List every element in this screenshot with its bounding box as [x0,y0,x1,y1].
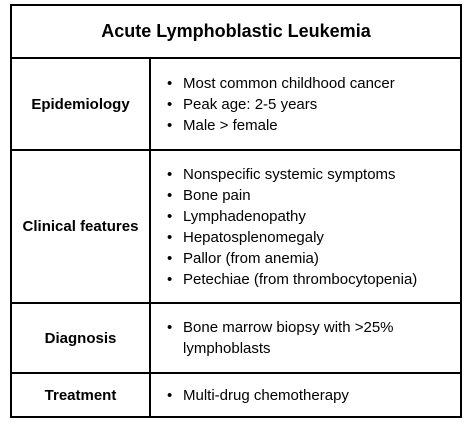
list-item: • Multi-drug chemotherapy [167,386,349,404]
bullet-icon: • [167,74,173,92]
bullet-icon: • [167,386,173,404]
list-item: • Pallor (from anemia) [167,249,319,267]
list-item: • Bone marrow biopsy with >25% lymphoblasts [167,319,394,357]
bullet-icon: • [167,165,173,183]
list-item: • Hepatosplenomegaly [167,228,324,246]
row-content-diagnosis [151,304,460,372]
table-row-clinical-features [12,151,460,304]
bullet-icon: • [167,249,173,267]
bullet-icon: • [167,270,173,288]
list-item: • Most common childhood cancer [167,74,395,92]
row-label-diagnosis: Diagnosis [12,304,151,372]
bullet-icon: • [167,228,173,246]
table-title: Acute Lymphoblastic Leukemia [12,6,460,59]
list-item: • Peak age: 2-5 years [167,95,318,113]
row-label-epidemiology: Epidemiology [12,59,151,149]
bullet-icon: • [167,186,173,204]
table-row-diagnosis [12,304,460,374]
bullet-icon: • [167,319,173,336]
bullet-icon: • [167,207,173,225]
row-label-clinical-features: Clinical features [12,151,151,302]
list-item: • Male > female [167,116,278,134]
summary-table [10,4,462,418]
bullet-list [165,317,453,359]
row-content-epidemiology [151,59,460,149]
bullet-list [165,73,395,136]
list-item: • Lymphadenopathy [167,207,306,225]
row-content-clinical-features [151,151,460,302]
bullet-icon: • [167,95,173,113]
table-row-treatment [12,374,460,416]
list-item: • Nonspecific systemic symptoms [167,165,396,183]
bullet-list [165,164,417,290]
row-label-treatment: Treatment [12,374,151,416]
row-content-treatment [151,374,460,416]
table-row-epidemiology [12,59,460,151]
bullet-list [165,385,349,406]
list-item: • Petechiae (from thrombocytopenia) [167,270,418,288]
list-item: • Bone pain [167,186,251,204]
bullet-icon: • [167,116,173,134]
